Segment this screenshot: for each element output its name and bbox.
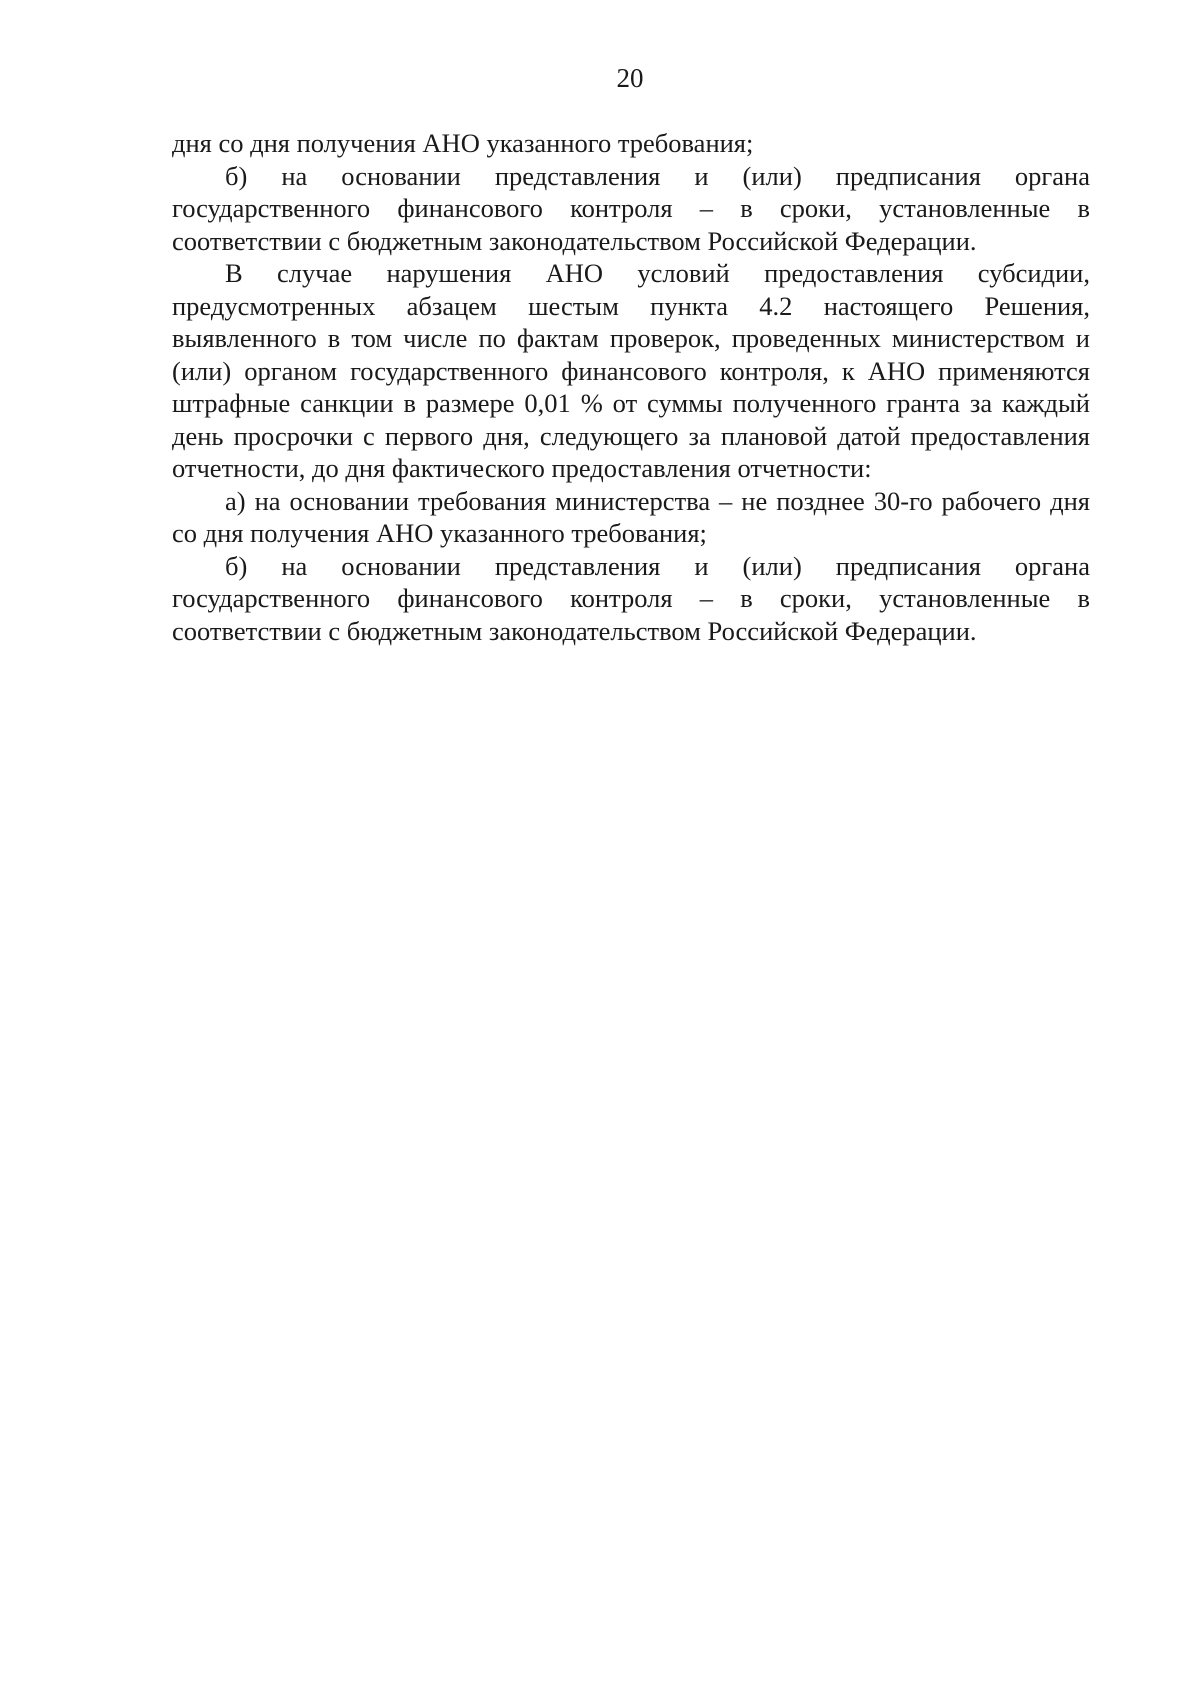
paragraph-item-b-first: б) на основании представления и (или) предписания органа государственного финансового контроля – в сроки, установленные в соответствии с бюджетным законодательством Российской Федерации. — [172, 160, 1090, 256]
paragraph-item-a: а) на основании требования министерства – не позднее 30-го рабочего дня со дня получения АНО указанного требования; — [172, 485, 1090, 548]
document-body — [172, 127, 1090, 647]
paragraph-continuation: дня со дня получения АНО указанного требования; — [172, 128, 754, 158]
paragraph-item-b-second: б) на основании представления и (или) предписания органа государственного финансового контроля – в сроки, установленные в соответствии с бюджетным законодательством Российской Федерации. — [172, 550, 1090, 646]
page-number: 20 — [616, 63, 644, 93]
paragraph-penalty-clause: В случае нарушения АНО условий предоставления субсидии, предусмотренных абзацем шестым пункта 4.2 настоящего Решения, выявленного в том числе по фактам проверок, проведенных министерством и (или) органом государственного финансового контроля, к АНО применяются штрафные санкции в размере 0,01 % от суммы полученного гранта за каждый день просрочки с первого дня, следующего за плановой датой предоставления отчетности, до дня фактического предоставления отчетности: — [172, 258, 1090, 483]
